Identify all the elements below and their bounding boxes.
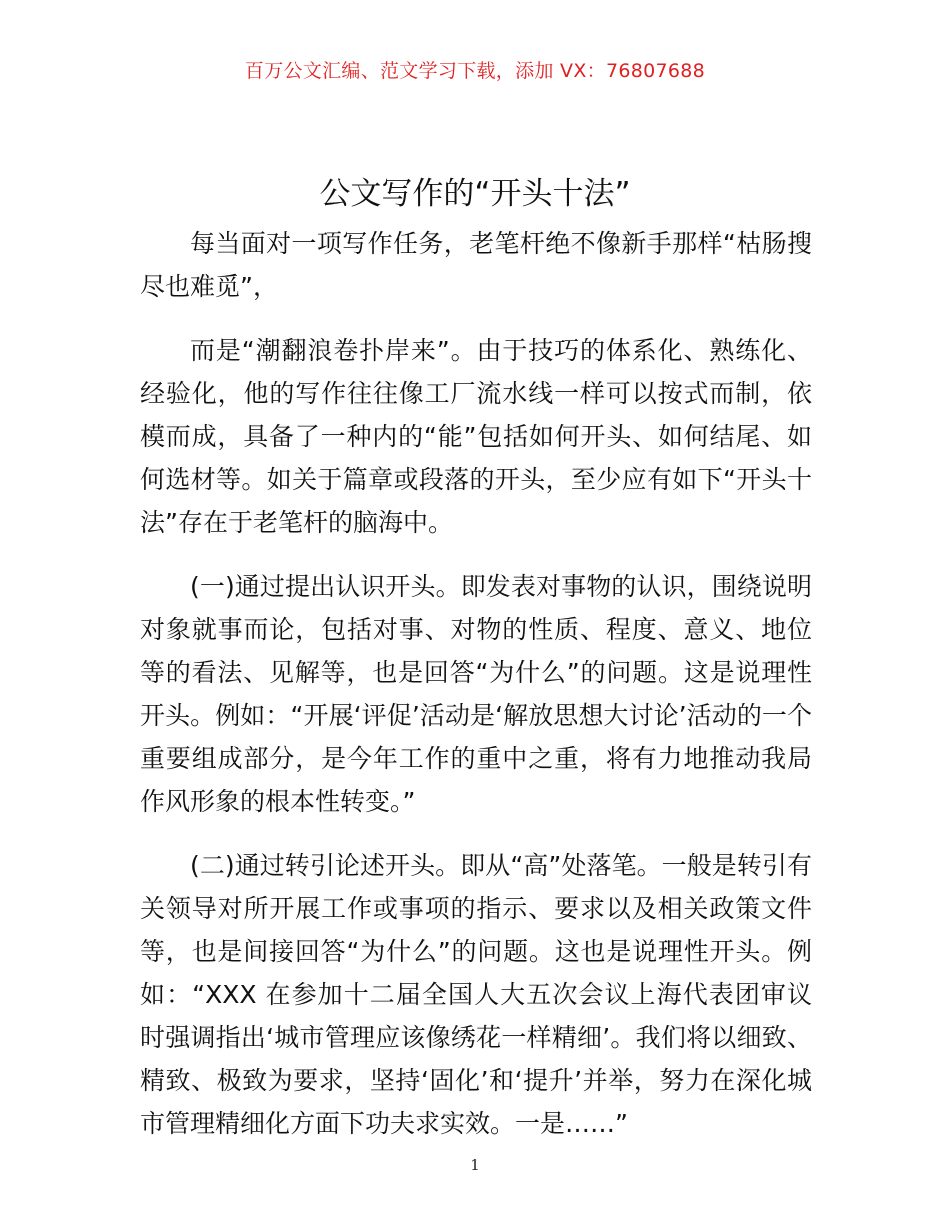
paragraph-intro-2: 而是“潮翻浪卷扑岸来”。由于技巧的体系化、熟练化、经验化，他的写作往往像工厂流水线一样可以按式而制，依模而成，具备了一种内的“能”包括如何开头、如何结尾、如何选材等。如关于篇章或段落的开头，至少应有如下“开头十法”存在于老笔杆的脑海中。 — [140, 336, 812, 537]
page-number: 1 — [470, 1156, 480, 1174]
header-banner: 百万公文汇编、范文学习下载，添加 VX：76807688 — [244, 60, 706, 82]
paragraph-method-2: (二)通过转引论述开头。即从“高”处落笔。一般是转引有关领导对所开展工作或事项的指示、要求以及相关政策文件等，也是间接回答“为什么”的问题。这也是说理性开头。例如：“XXX 在参加十二届全国人大五次会议上海代表团审议时强调指出‘城市管理应该像绣花一样精细’。我们将以细致、精致、极致为要求，坚持‘固化’和‘提升’并举，努力在深化城市管理精细化方面下功夫求实效。一是……” — [140, 851, 812, 1138]
document-body — [140, 222, 812, 1166]
paragraph-method-1: (一)通过提出认识开头。即发表对事物的认识，围绕说明对象就事而论，包括对事、对物的性质、程度、意义、地位等的看法、见解等，也是回答“为什么”的问题。这是说理性开头。例如：“开展‘评促’活动是‘解放思想大讨论’活动的一个重要组成部分，是今年工作的重中之重，将有力地推动我局作风形象的根本性转变。” — [140, 572, 812, 816]
paragraph-intro-1: 每当面对一项写作任务，老笔杆绝不像新手那样“枯肠搜尽也难觅”， — [140, 229, 812, 301]
document-title: 公文写作的“开头十法” — [319, 176, 631, 212]
